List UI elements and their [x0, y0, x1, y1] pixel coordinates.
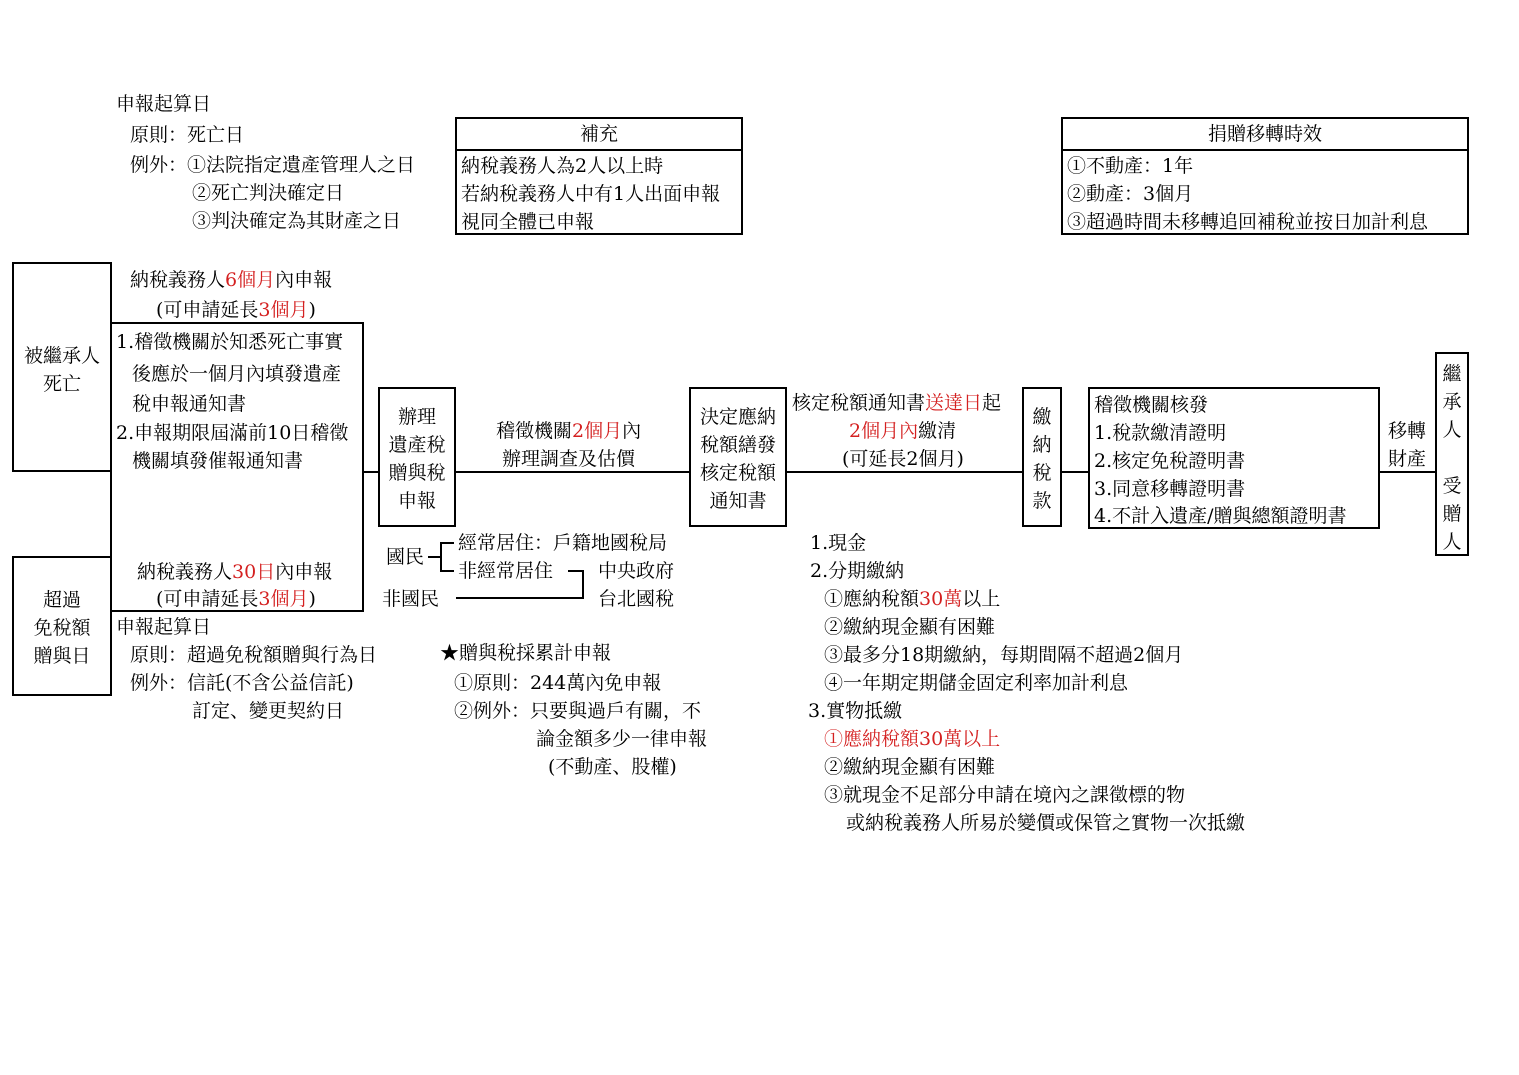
method-2: 2.分期繳納 [810, 560, 905, 582]
gift-cumulative-title [440, 639, 611, 667]
estate-extension-red: 3個月 [258, 299, 309, 321]
noncitizen-connector [456, 597, 584, 599]
central-label-1: 中央政府 [598, 560, 675, 582]
investigation-post: 內 [622, 420, 642, 442]
estate-deadline-pre: 納稅義務人 [130, 269, 226, 291]
notice-gap [112, 474, 362, 554]
gift-deadline-pre: 納稅義務人 [137, 561, 233, 583]
heir-char-1: 繼 [1442, 363, 1462, 385]
supplement-line-2: 若納稅義務人中有1人出面申報 [461, 183, 721, 205]
heir-char-3: 人 [1442, 419, 1462, 441]
payment-deadline-line-2 [849, 417, 956, 445]
gift-box [12, 556, 112, 696]
method-1: 1.現金 [810, 532, 867, 554]
estate-start-exception-3: ③判決確定為其財產之日 [192, 210, 402, 232]
resident-label: 經常居住：戶籍地國稅局 [458, 532, 668, 554]
decedent-line-1: 被繼承人 [23, 345, 100, 367]
method-2-a-pre: ①應納稅額 [824, 588, 920, 610]
pay-char-3: 稅 [1032, 462, 1052, 484]
method-2-a [824, 585, 1000, 613]
star-icon: ★ [440, 642, 460, 664]
payment-deadline-post: 起 [982, 392, 1002, 414]
gift-extension-pre: (可申請延長 [156, 588, 259, 610]
method-2-a-red: 30萬 [919, 588, 963, 610]
certificate-line-1: 稽徵機關核發 [1094, 394, 1209, 416]
file-line-1: 辦理 [397, 406, 436, 428]
gift-box-line-1: 超過 [42, 589, 81, 611]
central-branch [582, 570, 584, 598]
estate-extension-post: ) [308, 299, 316, 321]
estate-deadline [130, 266, 332, 294]
central-label-2: 台北國稅 [598, 588, 675, 610]
supplement-line-3: 視同全體已申報 [461, 211, 595, 233]
gift-cumulative-exception-3: (不動產、股權) [548, 756, 677, 778]
transfer-label-2: 財產 [1388, 448, 1427, 470]
certificate-line-2: 1.稅款繳清證明 [1094, 422, 1227, 444]
decide-line-1: 決定應納 [699, 406, 776, 428]
heir-char-2: 承 [1442, 391, 1462, 413]
heir-char-4: 受 [1442, 475, 1462, 497]
transfer-label-1: 移轉 [1388, 420, 1427, 442]
gift-extension-red: 3個月 [258, 588, 309, 610]
transfer-timing-line-1: ①不動產：1年 [1067, 155, 1194, 177]
gift-cumulative-exception-2: 論金額多少一律申報 [536, 728, 708, 750]
gift-extension [156, 585, 316, 613]
investigation-line-2: 辦理調查及估價 [502, 448, 636, 470]
gift-box-line-2: 免稅額 [33, 617, 91, 639]
decide-box [689, 387, 787, 527]
heir-char-6: 人 [1442, 531, 1462, 553]
gift-deadline [137, 558, 332, 586]
method-2-a-post: 以上 [962, 588, 1001, 610]
payment-deadline-red: 送達日 [925, 392, 983, 414]
notice-line-2: 後應於一個月內填發遺產 [132, 363, 342, 385]
decide-line-3: 核定稅額 [699, 462, 776, 484]
estate-start-title: 申報起算日 [116, 93, 212, 115]
certificate-line-3: 2.核定免稅證明書 [1094, 450, 1246, 472]
pay-char-2: 納 [1032, 434, 1052, 456]
left-bracket-line [362, 322, 364, 612]
method-2-d: ④一年期定期儲金固定利率加計利息 [824, 672, 1129, 694]
connector-to-certificate [1062, 471, 1090, 473]
estate-extension [156, 296, 316, 324]
gift-start-exception-2: 訂定、變更契約日 [192, 700, 345, 722]
payment-deadline-line2-post: 繳清 [918, 420, 957, 442]
decide-line-2: 稅額繕發 [699, 434, 776, 456]
estate-extension-pre: (可申請延長 [156, 299, 259, 321]
pay-box [1022, 387, 1062, 527]
supplement-header: 補充 [457, 119, 741, 151]
gift-cumulative-principle: ①原則：244萬內免申報 [454, 672, 662, 694]
estate-deadline-post: 內申報 [275, 269, 333, 291]
gift-extension-post: ) [308, 588, 316, 610]
gift-cumulative-exception-1: ②例外：只要與過戶有關，不 [454, 700, 702, 722]
method-3-c: ③就現金不足部分申請在境內之課徵標的物 [824, 784, 1186, 806]
method-3-a: ①應納稅額30萬以上 [824, 728, 1001, 750]
transfer-timing-header: 捐贈移轉時效 [1063, 119, 1467, 151]
gift-deadline-post: 內申報 [275, 561, 333, 583]
transfer-timing-table [1061, 117, 1469, 235]
transfer-timing-line-2: ②動產：3個月 [1067, 183, 1194, 205]
supplement-table [455, 117, 743, 235]
pay-char-4: 款 [1032, 490, 1052, 512]
citizen-branch [440, 542, 442, 572]
resident-stub [440, 542, 454, 544]
certificate-line-5: 4.不計入遺產/贈與總額證明書 [1094, 505, 1347, 527]
nonresident-label: 非經常居住 [458, 560, 554, 582]
payment-deadline-line2-red: 2個月內 [849, 420, 919, 442]
decedent-box [12, 262, 112, 472]
notice-line-3: 稅申報通知書 [132, 393, 247, 415]
notice-line-1: 1.稽徵機關於知悉死亡事實 [116, 331, 344, 353]
gift-start-title: 申報起算日 [116, 616, 212, 638]
file-box [378, 387, 456, 527]
file-line-3: 贈與稅 [388, 462, 446, 484]
certificate-box [1088, 387, 1380, 529]
method-3: 3.實物抵繳 [808, 700, 903, 722]
estate-deadline-red: 6個月 [225, 269, 276, 291]
decedent-line-2: 死亡 [42, 373, 81, 395]
payment-deadline-pre: 核定稅額通知書 [792, 392, 926, 414]
file-line-2: 遺產稅 [388, 434, 446, 456]
method-2-c: ③最多分18期繳納，每期間隔不超過2個月 [824, 644, 1184, 666]
estate-start-principle: 原則：死亡日 [130, 124, 245, 146]
nonresident-stub [440, 570, 454, 572]
estate-start-exception-2: ②死亡判決確定日 [192, 182, 345, 204]
heir-char-5: 贈 [1442, 503, 1462, 525]
method-3-d: 或納稅義務人所易於變價或保管之實物一次抵繳 [846, 812, 1246, 834]
notice-line-5: 機關填發催報通知書 [132, 450, 304, 472]
estate-start-exception-1: 例外：①法院指定遺產管理人之日 [130, 154, 416, 176]
citizen-label: 國民 [386, 546, 425, 568]
gift-box-line-3: 贈與日 [33, 645, 91, 667]
transfer-timing-line-3: ③超過時間未移轉追回補稅並按日加計利息 [1067, 211, 1429, 233]
noncitizen-label: 非國民 [382, 588, 440, 610]
investigation-red: 2個月 [572, 420, 623, 442]
pay-char-1: 繳 [1032, 406, 1052, 428]
decide-line-4: 通知書 [709, 490, 767, 512]
gift-deadline-red: 30日 [232, 561, 276, 583]
certificate-line-4: 3.同意移轉證明書 [1094, 478, 1246, 500]
method-2-b: ②繳納現金顯有困難 [824, 616, 996, 638]
notice-line-4: 2.申報期限屆滿前10日稽徵 [116, 422, 349, 444]
gift-start-principle: 原則：超過免稅額贈與行為日 [130, 644, 378, 666]
file-line-4: 申報 [397, 490, 436, 512]
gift-cumulative-title-text: 贈與稅採累計申報 [459, 642, 612, 664]
heir-box [1435, 352, 1469, 556]
method-3-b: ②繳納現金顯有困難 [824, 756, 996, 778]
supplement-line-1: 納稅義務人為2人以上時 [461, 155, 664, 177]
investigation-pre: 稽徵機關 [496, 420, 573, 442]
payment-deadline-line-1 [792, 389, 1001, 417]
investigation-line-1 [496, 417, 641, 445]
payment-deadline-line-3: (可延長2個月) [842, 448, 964, 470]
gift-start-exception-1: 例外：信託(不含公益信託) [130, 672, 354, 694]
